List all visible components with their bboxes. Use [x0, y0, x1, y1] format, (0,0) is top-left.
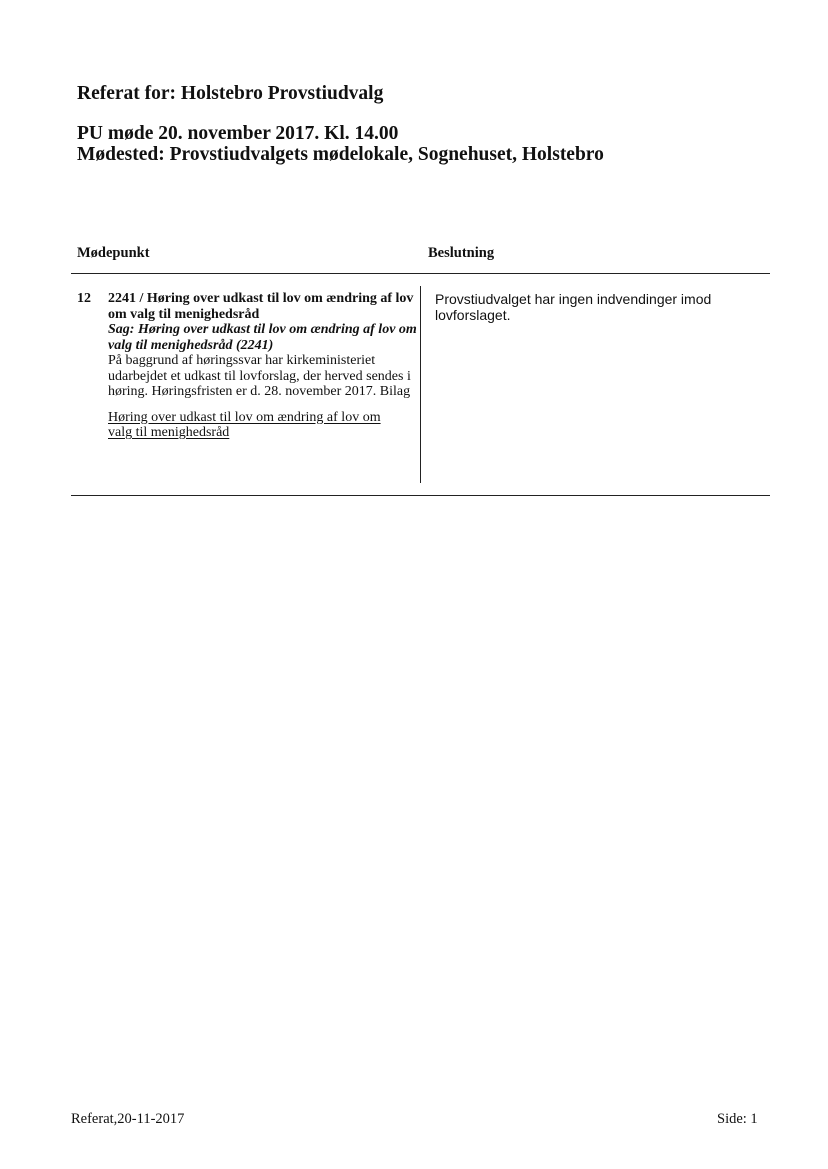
table-top-rule [71, 273, 770, 274]
attachment-container [108, 410, 398, 441]
meeting-info [77, 123, 604, 165]
meeting-location-line: Mødested: Provstiudvalgets mødelokale, Sognehuset, Holstebro [77, 144, 604, 165]
meeting-date-line: PU møde 20. november 2017. Kl. 14.00 [77, 123, 399, 144]
agenda-item-case: Sag: Høring over udkast til lov om ændring af lov om valg til menighedsråd (2241) [108, 322, 417, 353]
footer-document-date: Referat,20-11-2017 [71, 1111, 185, 1127]
attachment-link[interactable]: Høring over udkast til lov om ændring af lov om valg til menighedsråd [108, 409, 381, 440]
agenda-item-details [108, 291, 420, 441]
column-divider [420, 286, 421, 483]
footer-page-number: Side: 1 [717, 1111, 758, 1127]
agenda-item-decision: Provstiudvalget har ingen indvendinger imod lovforslaget. [435, 291, 712, 323]
column-header-agenda-item: Mødepunkt [77, 245, 150, 261]
agenda-item-number: 12 [77, 291, 91, 306]
agenda-item-title: 2241 / Høring over udkast til lov om ændring af lov om valg til menighedsråd [108, 291, 414, 322]
document-title: Referat for: Holstebro Provstiudvalg [77, 83, 384, 104]
agenda-item-description: På baggrund af høringssvar har kirkeministeriet udarbejdet et udkast til lovforslag, der herved sendes i høring. Høringsfristen er d. 28. november 2017. Bilag [108, 353, 411, 399]
table-bottom-rule [71, 495, 770, 496]
column-header-decision: Beslutning [428, 245, 495, 261]
